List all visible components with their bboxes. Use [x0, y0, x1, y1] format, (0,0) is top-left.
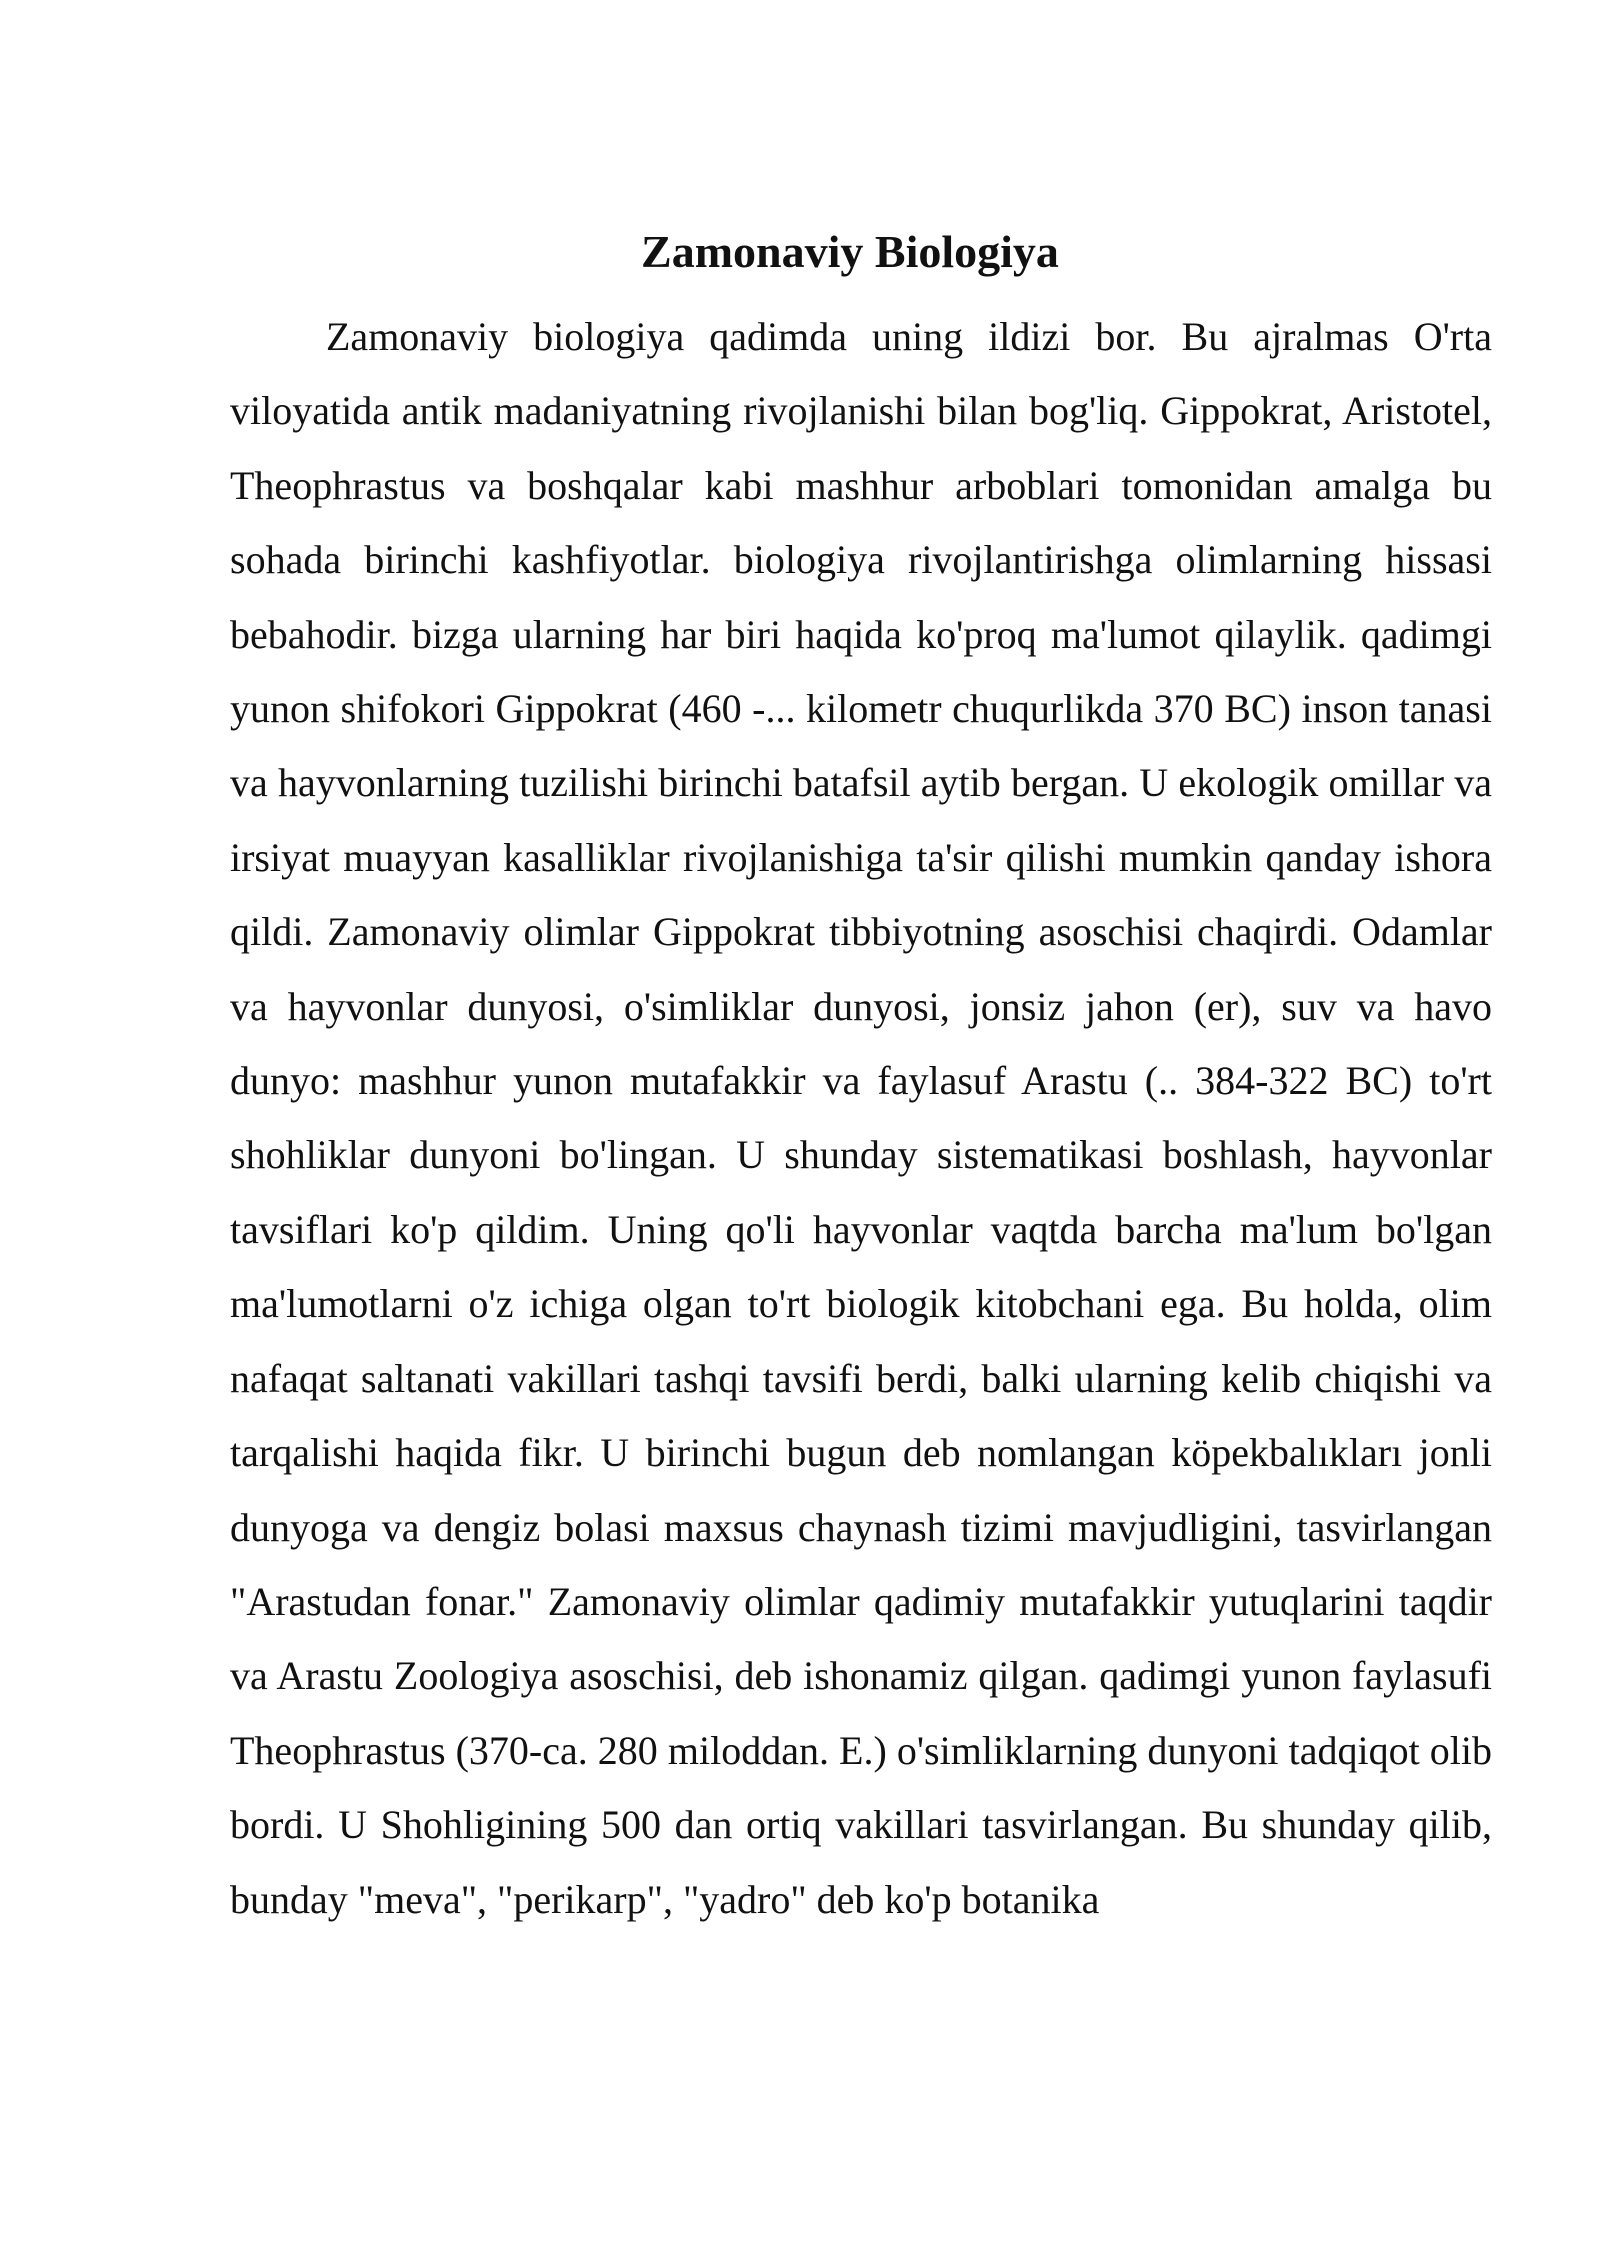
body-paragraph: Zamonaviy biologiya qadimda uning ildizi bor. Bu ajralmas O'rta viloyatida antik madaniyatning rivojlanishi bilan bog'liq. Gippokrat, Aristotel, Theophrastus va boshqalar kabi mashhur arboblari tomonidan amalga bu sohada birinchi kashfiyotlar. biologiya rivojlantirishga olimlarning hissasi bebahodir. bizga ularning har biri haqida ko'proq ma'lumot qilaylik. qadimgi yunon shifokori Gippokrat (460 -... kilometr chuqurlikda 370 BC) inson tanasi va hayvonlarning tuzilishi birinchi batafsil aytib bergan. U ekologik omillar va irsiyat muayyan kasalliklar rivojlanishiga ta'sir qilishi mumkin qanday ishora qildi. Zamonaviy olimlar Gippokrat tibbiyotning asoschisi chaqirdi. Odamlar va hayvonlar dunyosi, o'simliklar dunyosi, jonsiz jahon (er), suv va havo dunyo: mashhur yunon mutafakkir va faylasuf Arastu (.. 384-322 BC) to'rt shohliklar dunyoni bo'lingan. U shunday sistematikasi boshlash, hayvonlar tavsiflari ko'p qildim. Uning qo'li hayvonlar vaqtda barcha ma'lum bo'lgan ma'lumotlarni o'z ichiga olgan to'rt biologik kitobchani ega. Bu holda, olim nafaqat saltanati vakillari tashqi tavsifi berdi, balki ularning kelib chiqishi va tarqalishi haqida fikr. U birinchi bugun deb nomlangan köpekbalıkları jonli dunyoga va dengiz bolasi maxsus chaynash tizimi mavjudligini, tasvirlangan "Arastudan fonar." Zamonaviy olimlar qadimiy mutafakkir yutuqlarini taqdir va Arastu Zoologiya asoschisi, deb ishonamiz qilgan. qadimgi yunon faylasufi Theophrastus (370-ca. 280 miloddan. E.) o'simliklarning dunyoni tadqiqot olib bordi. U Shohligining 500 dan ortiq vakillari tasvirlangan. Bu shunday qilib, bunday "meva", "perikarp", "yadro" deb ko'p botanika: [230, 314, 1492, 1922]
document-title: Zamonaviy Biologiya: [641, 226, 1059, 277]
